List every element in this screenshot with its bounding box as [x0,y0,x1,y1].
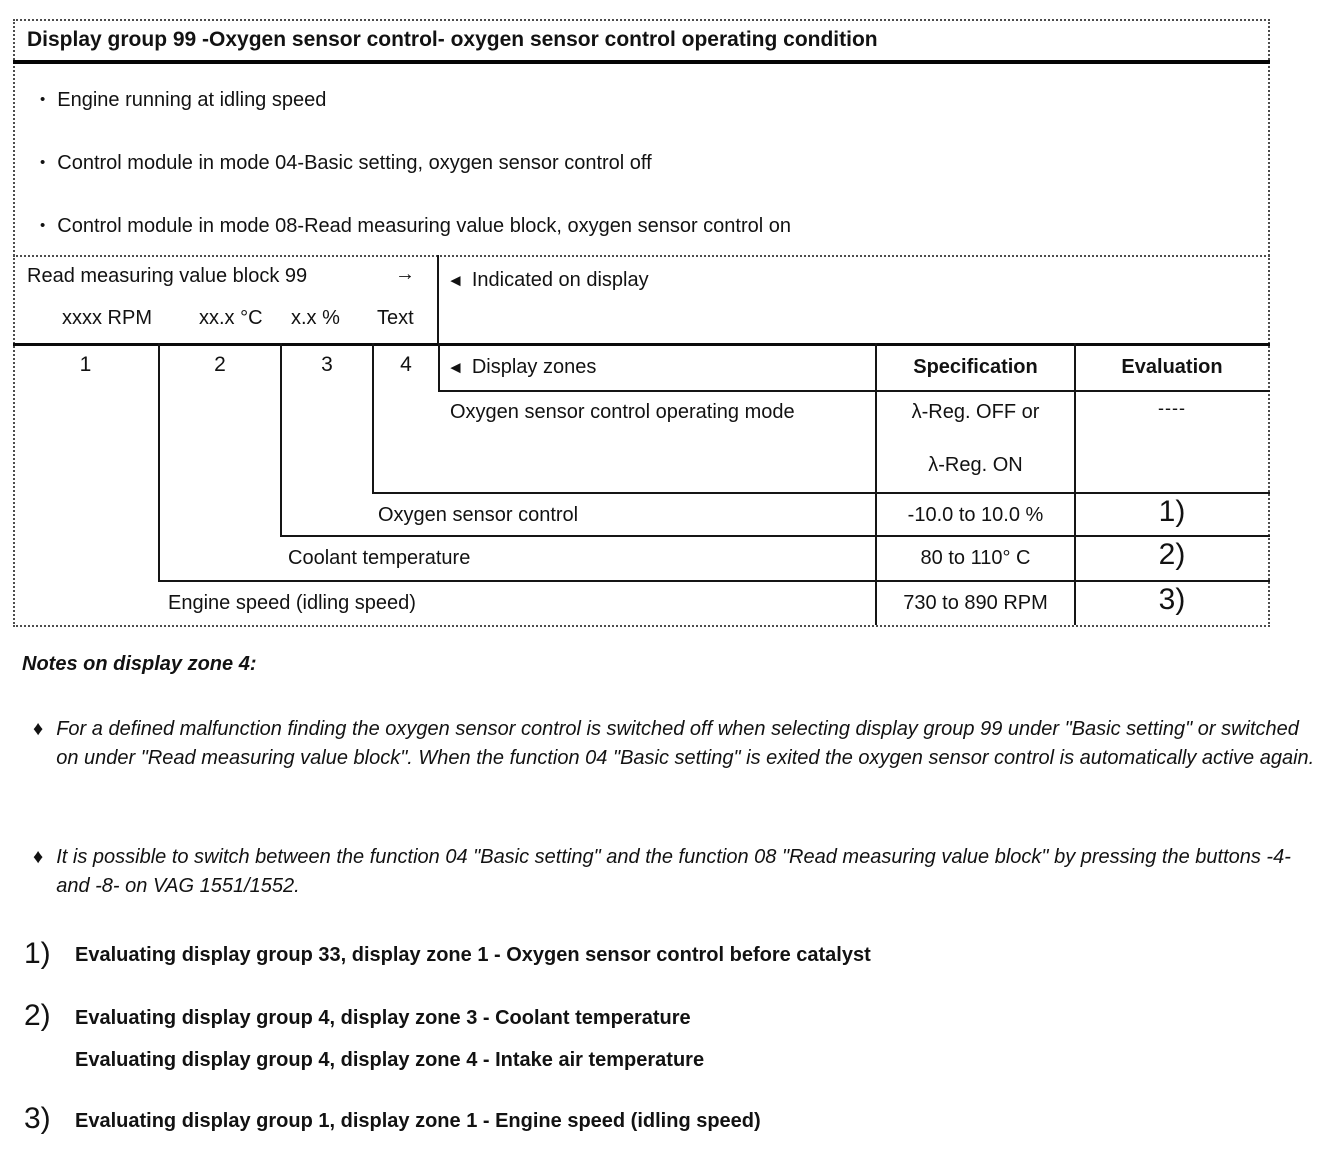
zone-row-top-border [13,343,1270,346]
spec-value: -10.0 to 10.0 % [907,504,1044,526]
row-border [280,535,1270,537]
zone4-line [438,343,440,392]
row-label-oxygen-sensor-control: Oxygen sensor control [378,504,579,526]
footnote-text: Evaluating display group 4, display zone 3 - Coolant temperature [75,1007,691,1029]
bullet-icon: • [40,217,46,234]
format-label-rpm: xxxx RPM [62,307,152,329]
indicated-label: Indicated on display [471,269,649,291]
zone-number-4: 4 [400,353,412,376]
condition-item [40,88,326,112]
zone-number-1: 1 [79,353,92,376]
footnote-text: Evaluating display group 33, display zone 1 - Oxygen sensor control before catalyst [75,944,871,966]
row-border [158,580,1270,582]
bullet-icon: • [40,154,46,171]
notes-heading: Notes on display zone 4: [22,653,257,675]
evaluation-value: ---- [1158,398,1186,418]
footnote-text: Evaluating display group 1, display zone 1 - Engine speed (idling speed) [75,1110,761,1132]
page-title: Display group 99 -Oxygen sensor control- oxygen sensor control operating condition [27,28,878,51]
spec-value: λ-Reg. OFF or [911,401,1040,423]
row-border [438,390,1270,392]
footnote-text: Evaluating display group 4, display zone 4 - Intake air temperature [75,1049,705,1071]
measuring-block-title: Read measuring value block 99 [27,265,308,287]
right-arrow-icon: → [395,263,415,285]
format-label-percent: x.x % [291,307,340,329]
footnote-number: 1) [24,937,51,970]
evaluation-ref: 2) [1158,538,1186,571]
format-label-text: Text [377,307,414,329]
note-item [33,843,1314,900]
footnote-number: 3) [24,1102,51,1135]
spec-value: 80 to 110° C [920,547,1031,569]
evaluation-ref: 3) [1158,583,1186,616]
left-pointer-icon: ◄ [447,271,464,290]
footnote-number: 2) [24,999,51,1032]
note-item [33,715,1314,772]
display-zones-label: Display zones [471,356,597,378]
diamond-bullet-icon: ♦ [33,718,44,740]
indicated-on-display-callout [447,268,649,293]
condition-item [40,214,791,238]
section-divider [13,255,1270,257]
zone1-line [158,343,160,582]
zone-number-3: 3 [321,353,333,376]
left-pointer-icon: ◄ [447,358,464,377]
row-label-operating-mode: Oxygen sensor control operating mode [450,401,795,423]
note-text: It is possible to switch between the function 04 "Basic setting" and the function 08 "Read measuring value block" by pressing the buttons -4- and -8- on VAG 1551/1552. [56,846,1291,897]
condition-text: Control module in mode 08-Read measuring value block, oxygen sensor control on [57,215,792,237]
specification-column-line [875,343,877,625]
format-label-temp: xx.x °C [199,307,263,329]
row-border [372,492,1270,494]
evaluation-header: Evaluation [1121,356,1223,378]
spec-value: λ-Reg. ON [928,454,1023,476]
note-text: For a defined malfunction finding the oxygen sensor control is switched off when selecting display group 99 under "Basic setting" or switched on under "Read measuring value block". When the function 04 "Basic setting" is exited the oxygen sensor control is automatically active again. [56,718,1315,769]
row-label-coolant-temperature: Coolant temperature [288,547,471,569]
evaluation-ref: 1) [1158,495,1186,528]
box-divider [437,255,439,345]
specification-header: Specification [913,356,1038,378]
condition-item [40,151,652,175]
condition-text: Control module in mode 04-Basic setting, oxygen sensor control off [57,152,652,174]
zone3-line [372,343,374,494]
evaluation-column-line [1074,343,1076,625]
row-label-engine-speed: Engine speed (idling speed) [168,592,416,614]
condition-text: Engine running at idling speed [57,89,327,111]
display-zones-callout [447,355,596,380]
spec-value: 730 to 890 RPM [903,592,1048,614]
bullet-icon: • [40,91,46,108]
title-separator [13,60,1270,64]
diamond-bullet-icon: ♦ [33,846,44,868]
zone2-line [280,343,282,537]
zone-number-2: 2 [214,353,226,376]
